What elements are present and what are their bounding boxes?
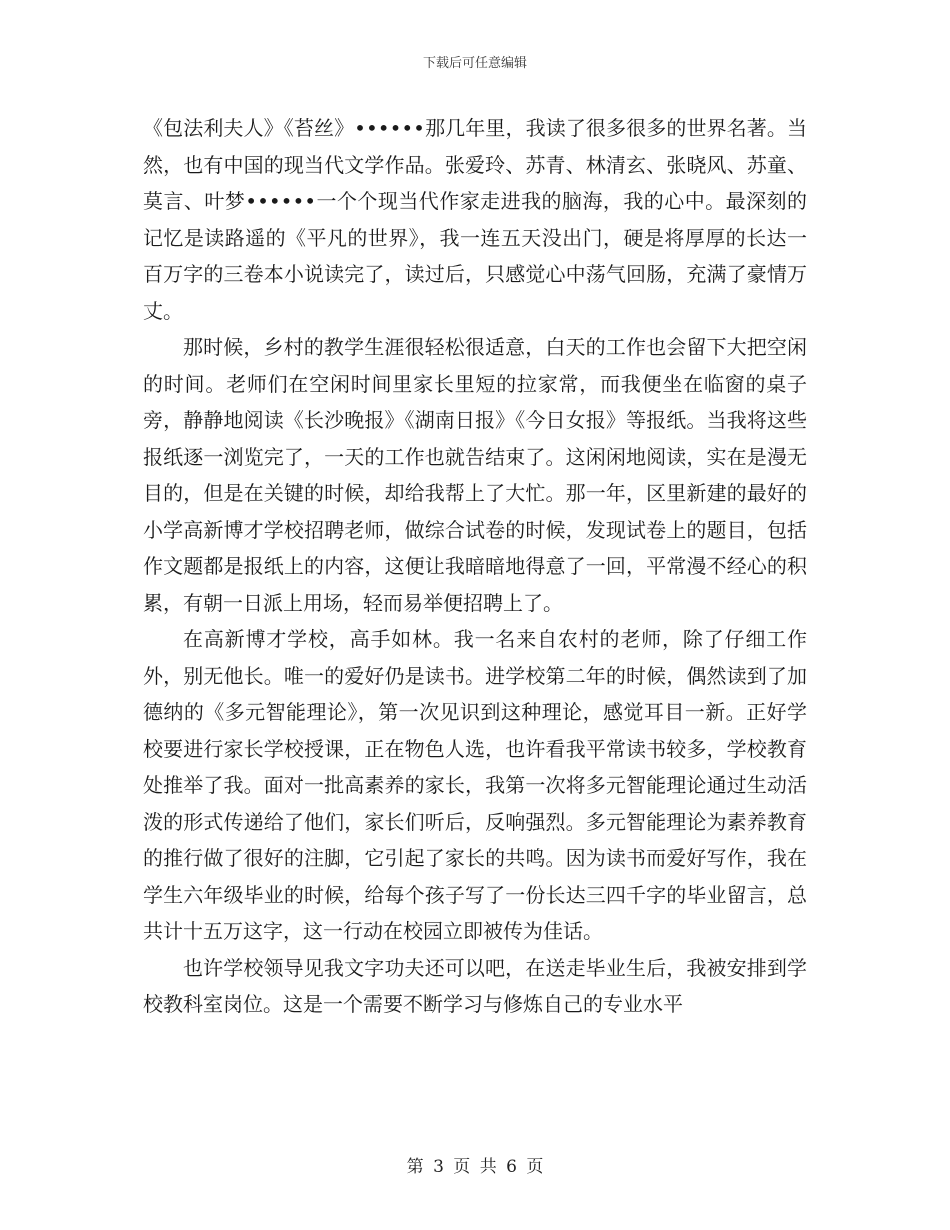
document-body bbox=[143, 110, 807, 1023]
page-footer: 第 3 页 共 6 页 bbox=[406, 1157, 544, 1177]
paragraph-1: 《包法利夫人》《苔丝》••••••那几年里，我读了很多很多的世界名著。当然，也有中国的现当代文学作品。张爱玲、苏青、林清玄、张晓风、苏童、莫言、叶梦••••••一个个现当代作家走进我的脑海，我的心中。最深刻的记忆是读路遥的《平凡的世界》，我一连五天没出门，硬是将厚厚的长达一百万字的三卷本小说读完了，读过后，只感觉心中荡气回肠，充满了豪情万丈。 bbox=[143, 116, 807, 323]
page-header: 下载后可任意编辑 bbox=[422, 56, 527, 71]
paragraph-4: 也许学校领导见我文字功夫还可以吧，在送走毕业生后，我被安排到学校教科室岗位。这是一个需要不断学习与修炼自己的专业水平 bbox=[143, 955, 807, 1016]
paragraph-2: 那时候，乡村的教学生涯很轻松很适意，白天的工作也会留下大把空闲的时间。老师们在空闲时间里家长里短的拉家常，而我便坐在临窗的桌子旁，静静地阅读《长沙晚报》《湖南日报》《今日女报》等报纸。当我将这些报纸逐一浏览完了，一天的工作也就告结束了。这闲闲地阅读，实在是漫无目的，但是在关键的时候，却给我帮上了大忙。那一年，区里新建的最好的小学高新博才学校招聘老师，做综合试卷的时候，发现试卷上的题目，包括作文题都是报纸上的内容，这便让我暗暗地得意了一回，平常漫不经心的积累，有朝一日派上用场，轻而易举便招聘上了。 bbox=[143, 335, 807, 615]
paragraph-3: 在高新博才学校，高手如林。我一名来自农村的老师，除了仔细工作外，别无他长。唯一的爱好仍是读书。进学校第二年的时候，偶然读到了加德纳的《多元智能理论》，第一次见识到这种理论，感觉耳目一新。正好学校要进行家长学校授课，正在物色人选，也许看我平常读书较多，学校教育处推举了我。面对一批高素养的家长，我第一次将多元智能理论通过生动活泼的形式传递给了他们，家长们听后，反响强烈。多元智能理论为素养教育的推行做了很好的注脚，它引起了家长的共鸣。因为读书而爱好写作，我在学生六年级毕业的时候，给每个孩子写了一份长达三四千字的毕业留言，总共计十五万这字，这一行动在校园立即被传为佳话。 bbox=[143, 627, 807, 943]
